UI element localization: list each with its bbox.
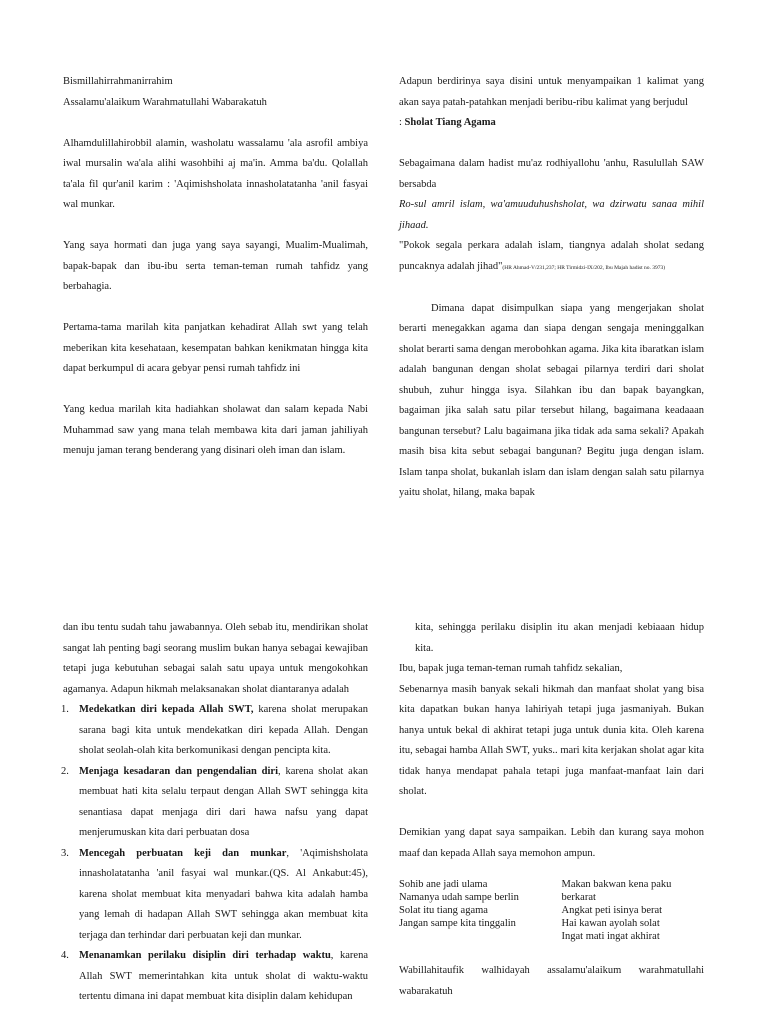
address-line: Ibu, bapak juga teman-teman rumah tahfidz sekalian, xyxy=(399,663,623,674)
list-item xyxy=(63,700,368,762)
pantun-line: Hai kawan ayolah solat xyxy=(561,918,660,929)
list-item-text: karena sholat merupakan sarana bagi kita untuk mendekatkan diri kepada Allah. Dengan sholat seolah-olah kita berkomunikasi dengan pencipta kita. xyxy=(79,704,368,756)
list-item xyxy=(63,844,368,947)
list-number: 3. xyxy=(61,847,69,859)
list-number: 4. xyxy=(61,950,69,961)
list-continuation: kita, sehingga perilaku disiplin itu akan menjadi kebiaaan hidup kita. xyxy=(415,622,704,654)
paragraph-benefits: Sebenarnya masih banyak sekali hikmah dan manfaat sholat yang bisa kita dapatkan bukan hanya lahiriyah tetapi juga jasmaniyah. Bukan hanya untuk bekal di akhirat tetapi juga untuk dunia kita. Oleh karena itu, sebagai hamba Allah SWT, yuks.. mari kita kerjakan sholat agar kita tidak hanya mendapat pahala tetapi juga manfaat-manfaat lain dari sholat. xyxy=(399,683,704,797)
paragraph-sholawat: Yang kedua marilah kita hadiahkan sholawat dan salam kepada Nabi Muhammad saw yang mana telah membawa kita dari jaman jahiliyah menuju jaman terang benderang yang disinari oleh iman dan islam. xyxy=(63,404,368,456)
paragraph-closing: Demikian yang dapat saya sampaikan. Lebih dan kurang saya mohon maaf dan kepada Allah saya memohon ampun. xyxy=(399,827,704,859)
hadist-reference: (HR Ahmad-V/231,237; HR Tirmidzi-IX/202, Ibu Majah hadist no. 3973) xyxy=(502,264,666,271)
list-item-text: , karena Allah SWT memerintahkan kita untuk sholat di waktu-waktu tertentu dimana ini dapat membuat kita disiplin dalam kehidupan xyxy=(79,950,368,1002)
opening-salam: Assalamu'alaikum Warahmatullahi Wabarakatuh xyxy=(63,96,267,108)
intro-text: Adapun berdirinya saya disini untuk menyampaikan 1 kalimat yang akan saya patah-patahkan menjadi beribu-ribu kalimat yang berjudul xyxy=(399,76,704,108)
pantun-line: Solat itu tiang agama xyxy=(399,905,488,916)
page2-right-column xyxy=(399,618,704,1002)
list-number: 1. xyxy=(61,704,69,715)
page1-right-column xyxy=(399,72,704,504)
paragraph-hamdalah: Alhamdulillahirobbil alamin, washolatu wassalamu 'ala asrofil ambiya iwal mursalin wa'ala alihi wasohbihi aj ma'in. Amma ba'du. Qolallah ta'ala fil qur'anil karim : 'Aqimishsholata innasholatatanha 'anil fasyai wal munkar. xyxy=(63,137,368,210)
pantun-left xyxy=(399,878,542,943)
pantun-line: Angkat peti isinya berat xyxy=(561,905,663,916)
pantun-right xyxy=(562,878,705,943)
list-item xyxy=(63,946,368,1008)
list-item-text: , karena sholat akan membuat hati kita selalu terpaut dengan Allah SWT sehingga kita senantiasa dapat menjaga diri dari hawa nafsu yang dapat menjerumuskan kita dari perbuatan dosa xyxy=(79,765,368,838)
list-number: 2. xyxy=(61,765,69,777)
hadist-arabic-text: Ro-sul amril islam, wa'amuuduhushsholat, wa dzirwatu sanaa mihil jihaad. xyxy=(399,199,704,231)
paragraph-continuation: dan ibu tentu sudah tahu jawabannya. Oleh sebab itu, mendirikan sholat sangat lah penting bagi seorang muslim bukan hanya sebagai kewajiban tetapi juga kebutuhan sebagai salah satu upaya untuk mengokohkan agamanya. Adapun hikmah melaksanakan sholat diantaranya adalah xyxy=(63,622,368,695)
farewell-salam: Wabillahitaufik walhidayah assalamu'alaikum warahmatullahi wabarakatuh xyxy=(399,965,704,997)
page1-left-column xyxy=(63,72,368,462)
speech-title: Sholat Tiang Agama xyxy=(404,117,496,128)
hadist-translation-text: "Pokok segala perkara adalah islam, tiangnya adalah sholat sedang puncaknya adalah jihad" xyxy=(399,240,704,272)
pantun-line: Makan bakwan kena paku berkarat xyxy=(561,879,672,903)
list-item-text: , 'Aqimishsholata innasholatatanha 'anil fasyai wal munkar.(QS. Al Ankabut:45), karena sholat membuat kita menyadari bahwa kita adalah hamba yang lemah di hadapan Allah SWT sehingga akan membuat kita terjaga dan terhindar dari perbuatan keji dan munkar. xyxy=(79,847,368,941)
speech-title-line xyxy=(399,113,704,134)
pantun-line: Sohib ane jadi ulama xyxy=(399,879,488,890)
pantun-line: Ingat mati ingat akhirat xyxy=(561,931,660,942)
hadist-translation xyxy=(399,236,704,278)
opening-basmalah: Bismillahirrahmanirrahim xyxy=(63,76,173,87)
paragraph-intro xyxy=(399,72,704,113)
title-prefix: : xyxy=(399,117,405,128)
hadist-arabic xyxy=(399,195,704,236)
hadist-intro: Sebagaimana dalam hadist mu'az rodhiyallohu 'anhu, Rasulullah SAW bersabda xyxy=(399,158,704,190)
paragraph-conclusion: Dimana dapat disimpulkan siapa yang mengerjakan sholat berarti menegakkan agama dan siapa dengan sengaja meninggalkan sholat berarti sama dengan merobohkan agama. Jika kita ibaratkan islam adalah bangunan dengan sholat sebagai pilarnya terdiri dari sholat shubuh, zuhur hingga isya. Silahkan ibu dan bapak bayangkan, bagaiman jika salah satu pilar tersebut hilang, bagaimana keadaaan bangunan tersebut? Lalu bagaimana jika tidak ada sama sekali? Apakah masih bisa kita sebut sebagai bangunan? Begitu juga dengan islam. Islam tanpa sholat, bukanlah islam dan islam dengan salah satu pilarnya yaitu sholat, hilang, maka bapak xyxy=(399,302,704,498)
list-item xyxy=(63,762,368,844)
list-item-heading: Medekatkan diri kepada Allah SWT, xyxy=(79,704,254,715)
hikmah-list xyxy=(63,700,368,1008)
pantun-line: Namanya udah sampe berlin xyxy=(399,892,519,903)
paragraph-gratitude: Pertama-tama marilah kita panjatkan kehadirat Allah swt yang telah meberikan kita kesehataan, kesempatan bahkan kenikmatan hingga kita dapat berkumpul di acara gebyar pensi rumah tahfidz ini xyxy=(63,322,368,374)
list-item-heading: Menanamkan perilaku disiplin diri terhadap waktu xyxy=(79,950,331,961)
page2-left-column xyxy=(63,618,368,1008)
list-item-heading: Mencegah perbuatan keji dan munkar xyxy=(79,847,287,859)
pantun-line: Jangan sampe kita tinggalin xyxy=(399,918,516,929)
list-item-heading: Menjaga kesadaran dan pengendalian diri xyxy=(79,765,279,777)
pantun-block xyxy=(399,878,704,943)
paragraph-honorifics: Yang saya hormati dan juga yang saya sayangi, Mualim-Mualimah, bapak-bapak dan ibu-ibu serta teman-teman rumah tahfidz yang berbahagia. xyxy=(63,240,368,292)
